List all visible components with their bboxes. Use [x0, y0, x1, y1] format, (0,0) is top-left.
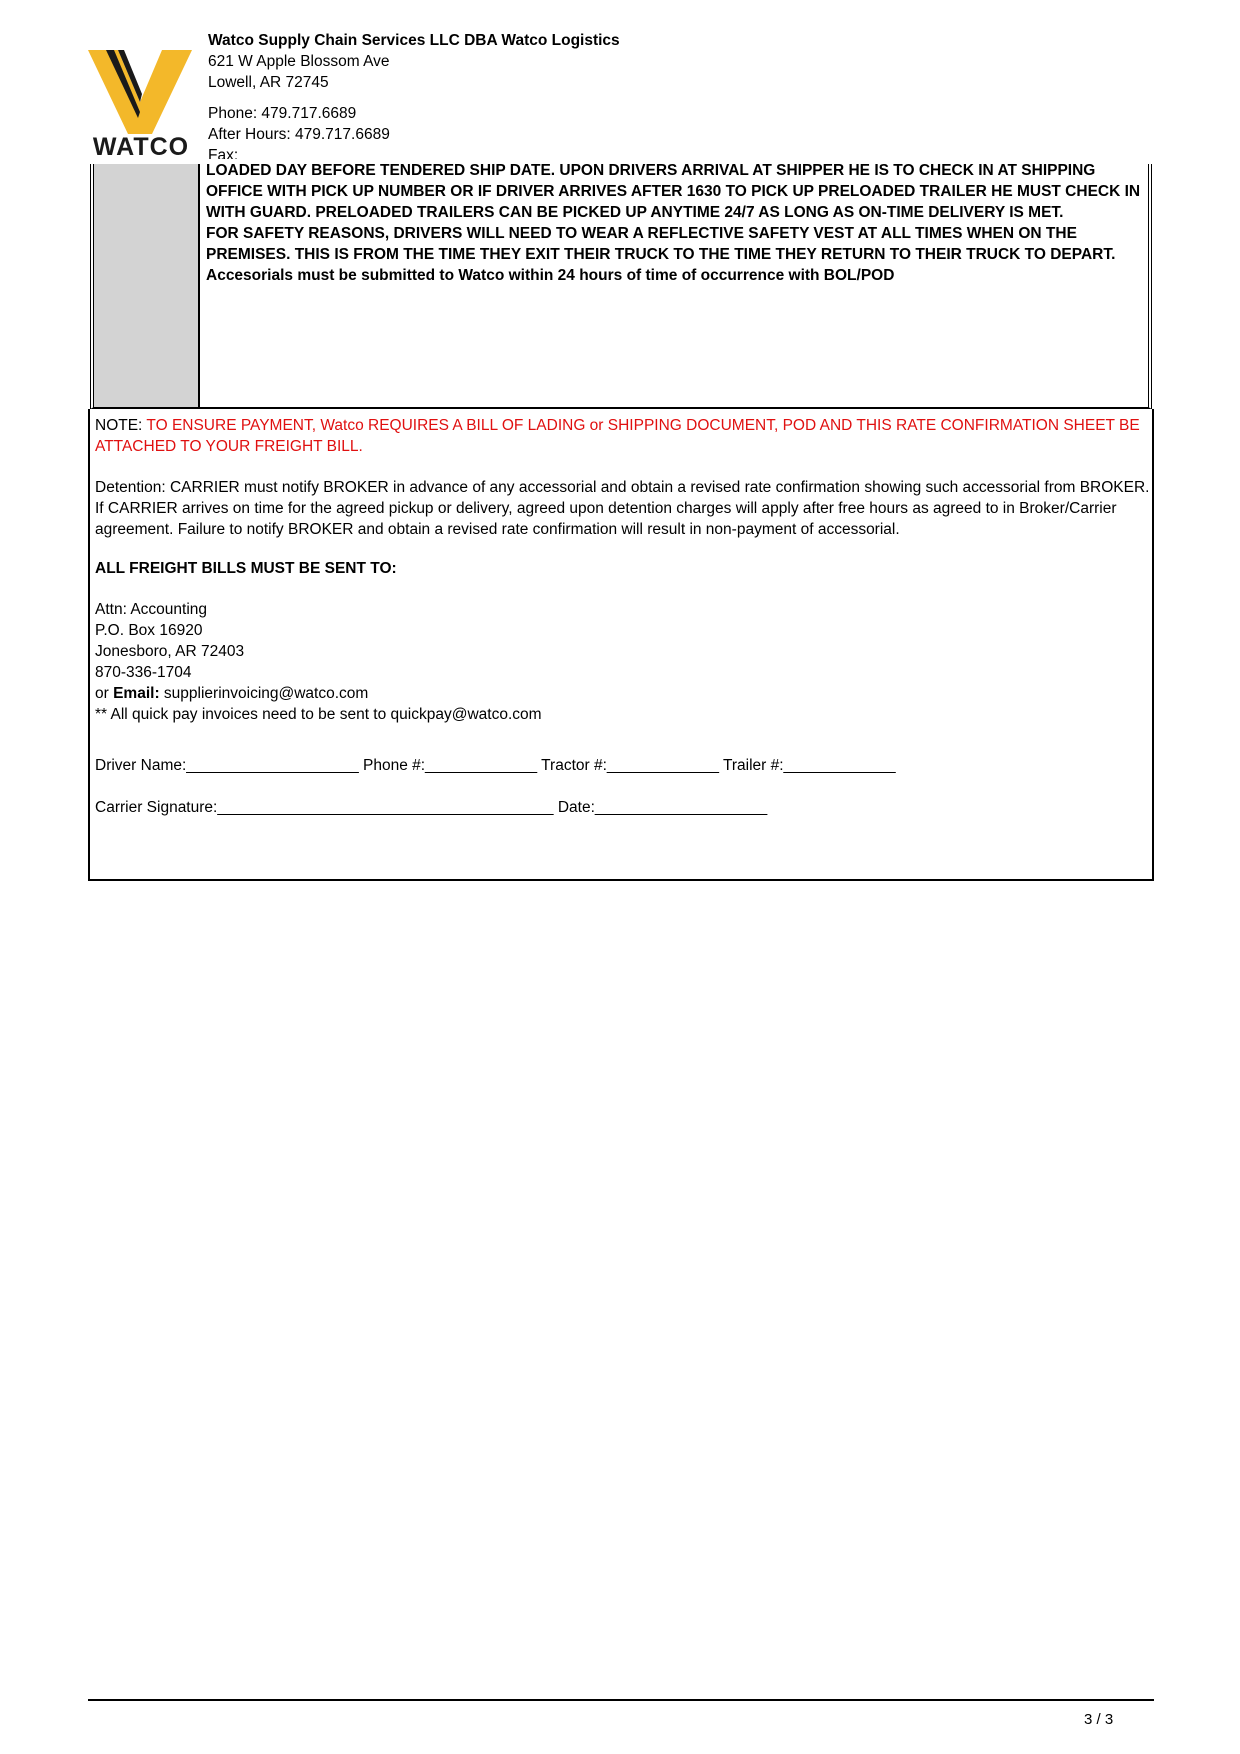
company-info [208, 30, 620, 159]
page-number: 3 / 3 [1084, 1711, 1114, 1728]
billing-email: supplierinvoicing@watco.com [159, 685, 369, 702]
billing-city: Jonesboro, AR 72403 [95, 643, 245, 660]
billing-heading: ALL FREIGHT BILLS MUST BE SENT TO: [95, 560, 397, 577]
watco-w-mark-icon [88, 50, 192, 134]
note-label: NOTE: [95, 417, 147, 434]
footer-divider [88, 1699, 1154, 1701]
billing-email-line [95, 683, 1151, 704]
email-prefix: or [95, 685, 114, 702]
company-name: Watco Supply Chain Services LLC DBA Watco Logistics [208, 32, 620, 49]
payment-note [95, 415, 1151, 457]
carrier-signature-line[interactable]: Carrier Signature:_______________________________________ Date:____________________ [95, 799, 768, 816]
watco-logo [88, 50, 192, 164]
phone: Phone: 479.717.6689 [208, 105, 357, 122]
instructions-line-2: FOR SAFETY REASONS, DRIVERS WILL NEED TO WEAR A REFLECTIVE SAFETY VEST AT ALL TIMES WHEN ON THE PREMISES. THIS IS FROM THE TIME THEY EXIT THEIR TRUCK TO THE TIME THEY RETURN TO THEIR TRUCK TO DEPART. [206, 225, 1116, 263]
address-line1: 621 W Apple Blossom Ave [208, 53, 390, 70]
quickpay-note: ** All quick pay invoices need to be sent to quickpay@watco.com [95, 706, 542, 723]
address-line2: Lowell, AR 72745 [208, 74, 329, 91]
instructions-text [206, 160, 1150, 286]
email-label: Email: [113, 685, 160, 702]
instructions-line-3: Accesorials must be submitted to Watco within 24 hours of time of occurrence with BOL/POD [206, 267, 895, 284]
after-hours-phone: After Hours: 479.717.6689 [208, 126, 390, 143]
billing-po-box: P.O. Box 16920 [95, 622, 203, 639]
fax: Fax: [208, 147, 239, 159]
billing-phone: 870-336-1704 [95, 664, 192, 681]
logo-wordmark: WATCO [92, 133, 190, 161]
driver-info-line[interactable]: Driver Name:____________________ Phone #:_____________ Tractor #:_____________ Trailer #:_____________ [95, 757, 896, 774]
billing-attn: Attn: Accounting [95, 601, 208, 618]
detention-paragraph: Detention: CARRIER must notify BROKER in advance of any accessorial and obtain a revised rate confirmation showing such accessorial from BROKER. If CARRIER arrives on time for the agreed pickup or delivery, agreed upon detention charges will apply after free hours as agreed to in Broker/Carrier agreement. Failure to notify BROKER and obtain a revised rate confirmation will result in non-payment of accessorial. [95, 479, 1150, 538]
instructions-label-column [94, 164, 200, 407]
terms-box [88, 409, 1154, 881]
note-text: TO ENSURE PAYMENT, Watco REQUIRES A BILL OF LADING or SHIPPING DOCUMENT, POD AND THIS RATE CONFIRMATION SHEET BE ATTACHED TO YOUR FREIGHT BILL. [95, 417, 1140, 455]
special-instructions-box [90, 164, 1152, 409]
instructions-line-1: LOADED DAY BEFORE TENDERED SHIP DATE. UPON DRIVERS ARRIVAL AT SHIPPER HE IS TO CHECK IN AT SHIPPING OFFICE WITH PICK UP NUMBER OR IF DRIVER ARRIVES AFTER 1630 TO PICK UP PRELOADED TRAILER HE MUST CHECK IN WITH GUARD. PRELOADED TRAILERS CAN BE PICKED UP ANYTIME 24/7 AS LONG AS ON-TIME DELIVERY IS MET. [206, 162, 1141, 221]
